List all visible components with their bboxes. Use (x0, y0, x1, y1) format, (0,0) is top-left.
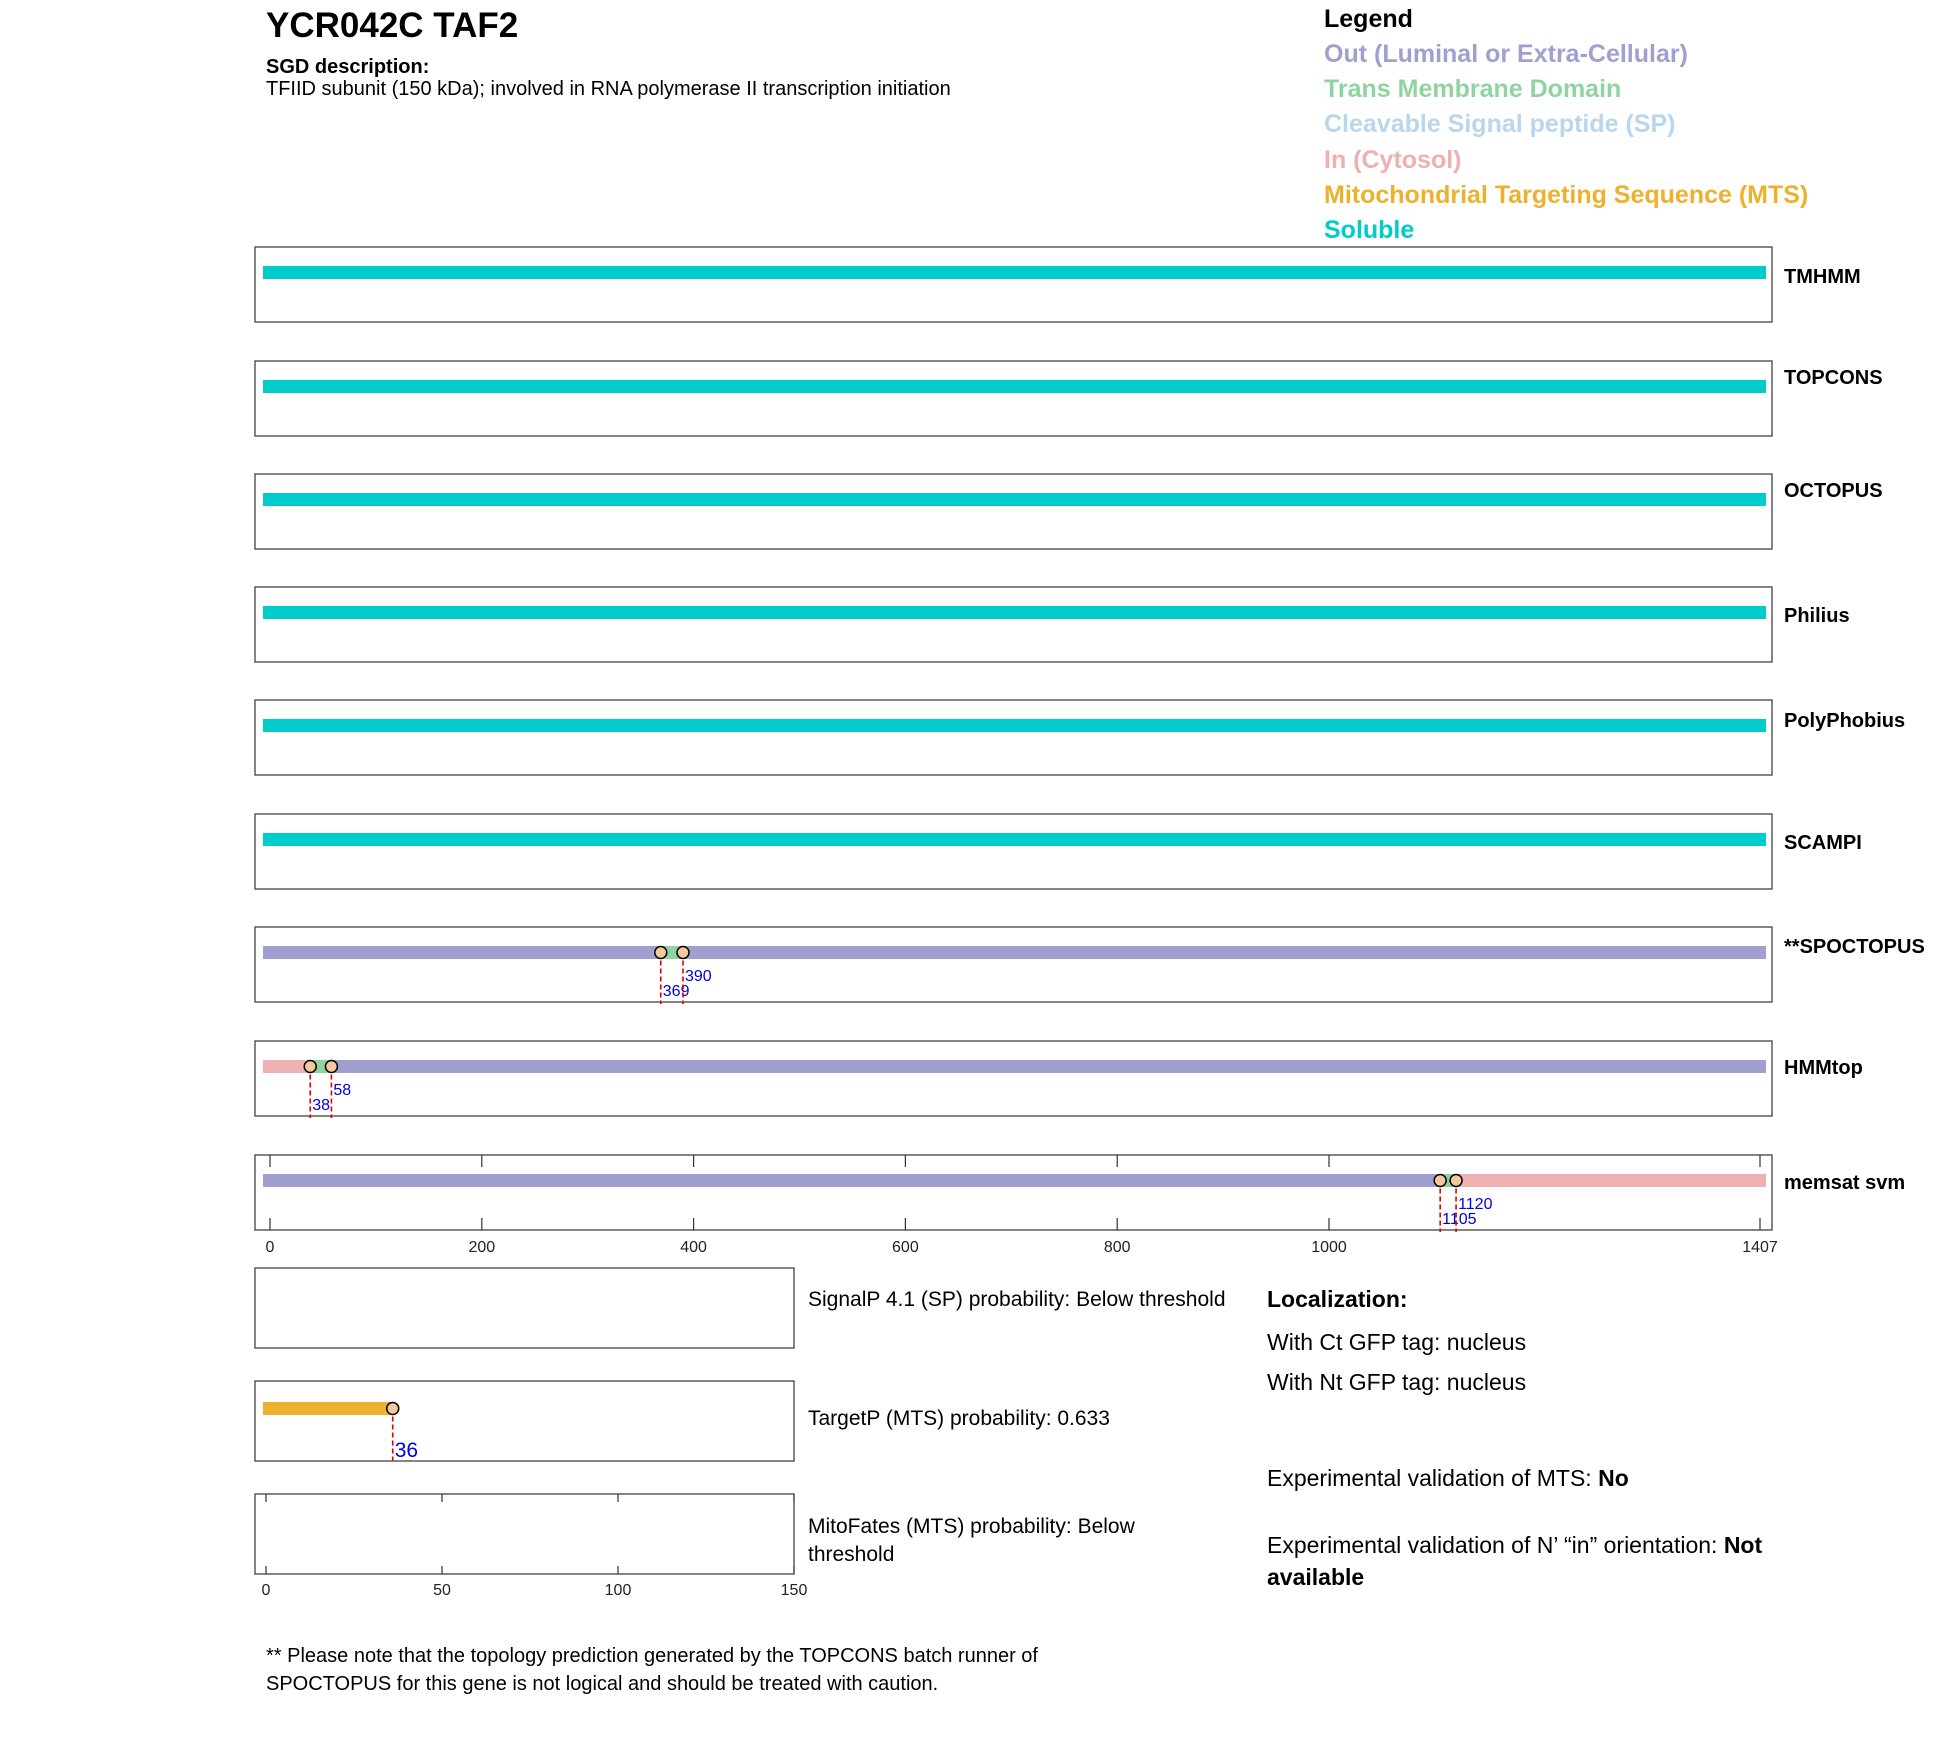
track-label-tmhmm: TMHMM (1784, 266, 1861, 288)
targetp-info: TargetP (MTS) probability: 0.633 (808, 1407, 1110, 1430)
track-segment-polyphobius-0 (263, 719, 1766, 732)
legend-item-tm: Trans Membrane Domain (1324, 75, 1622, 103)
small-tick-label-150: 150 (780, 1582, 808, 1599)
track-segment-octopus-0 (263, 493, 1766, 506)
boundary-marker-memsat-svm-1120 (1450, 1175, 1462, 1187)
boundary-marker-hmmtop-38 (304, 1061, 316, 1073)
legend-heading: Legend (1324, 5, 1413, 33)
legend-item-sp: Cleavable Signal peptide (SP) (1324, 110, 1676, 138)
track-label-hmmtop: HMMtop (1784, 1057, 1863, 1079)
track-label-scampi: SCAMPI (1784, 832, 1862, 854)
track-frame-spoctopus (255, 927, 1772, 1002)
mitofates-info-line2: threshold (808, 1543, 895, 1566)
small-tick-label-0: 0 (261, 1582, 271, 1599)
track-segment-memsat-svm-2 (1456, 1174, 1766, 1187)
tick-label-1407: 1407 (1742, 1239, 1778, 1256)
track-segment-philius-0 (263, 606, 1766, 619)
small-frame-mitofates (255, 1494, 794, 1574)
localization-ct: With Ct GFP tag: nucleus (1267, 1329, 1527, 1355)
footnote: ** Please note that the topology prediction generated by the TOPCONS batch runner of SPOCTOPUS for this gene is not logical and should be treated with caution. (266, 1645, 1038, 1695)
track-segment-tmhmm-0 (263, 266, 1766, 279)
small-boundary-label-targetp-36: 36 (394, 1439, 419, 1462)
track-frame-scampi (255, 814, 1772, 889)
n-in-validation-value: Not (1723, 1532, 1763, 1558)
mitofates-info-line1: MitoFates (MTS) probability: Below (808, 1515, 1135, 1538)
track-frame-tmhmm (255, 247, 1772, 322)
track-segment-hmmtop-2 (331, 1060, 1766, 1073)
track-segment-topcons-0 (263, 380, 1766, 393)
legend-item-in: In (Cytosol) (1324, 146, 1462, 174)
small-segment-targetp-0 (263, 1402, 393, 1415)
track-segment-spoctopus-2 (683, 946, 1766, 959)
track-segment-memsat-svm-0 (263, 1174, 1440, 1187)
tick-label-1000: 1000 (1311, 1239, 1347, 1256)
track-label-octopus: OCTOPUS (1784, 480, 1883, 502)
small-boundary-marker-targetp-36 (387, 1403, 399, 1415)
boundary-marker-spoctopus-369 (655, 947, 667, 959)
track-label-spoctopus: **SPOCTOPUS (1784, 936, 1925, 958)
boundary-label-hmmtop-58: 58 (333, 1082, 352, 1099)
track-label-philius: Philius (1784, 605, 1850, 627)
localization-nt: With Nt GFP tag: nucleus (1267, 1369, 1527, 1395)
mts-validation (1267, 1465, 1629, 1492)
tick-label-800: 800 (1103, 1239, 1131, 1256)
track-label-polyphobius: PolyPhobius (1784, 710, 1906, 732)
n-in-validation (1267, 1532, 1762, 1559)
small-tick-label-100: 100 (604, 1582, 632, 1599)
legend-item-out: Out (Luminal or Extra-Cellular) (1324, 40, 1688, 68)
tick-label-600: 600 (892, 1239, 919, 1256)
sgd-heading: SGD description: (266, 56, 430, 78)
track-frame-topcons (255, 361, 1772, 436)
track-frame-octopus (255, 474, 1772, 549)
track-segment-scampi-0 (263, 833, 1766, 846)
legend-item-soluble: Soluble (1324, 216, 1415, 244)
boundary-marker-hmmtop-58 (325, 1061, 337, 1073)
track-frame-memsat-svm (255, 1155, 1772, 1230)
track-frame-hmmtop (255, 1041, 1772, 1116)
boundary-label-spoctopus-369: 369 (662, 983, 690, 1000)
mts-validation-value: No (1598, 1465, 1629, 1491)
track-frame-philius (255, 587, 1772, 662)
boundary-marker-spoctopus-390 (677, 947, 689, 959)
page-title: YCR042C TAF2 (266, 6, 519, 45)
tick-label-400: 400 (680, 1239, 707, 1256)
boundary-marker-memsat-svm-1105 (1434, 1175, 1446, 1187)
track-segment-spoctopus-0 (263, 946, 661, 959)
tick-label-0: 0 (265, 1239, 275, 1256)
track-segment-hmmtop-0 (263, 1060, 310, 1073)
n-in-validation-value-2: available (1267, 1564, 1365, 1590)
signalp-info: SignalP 4.1 (SP) probability: Below threshold (808, 1288, 1226, 1311)
track-label-topcons: TOPCONS (1784, 367, 1883, 389)
small-tick-label-50: 50 (433, 1582, 451, 1599)
boundary-label-memsat-svm-1120: 1120 (1458, 1196, 1493, 1213)
track-frame-polyphobius (255, 700, 1772, 775)
track-label-memsat-svm: memsat svm (1784, 1172, 1906, 1194)
boundary-label-spoctopus-390: 390 (685, 968, 712, 985)
n-in-validation-label: Experimental validation of N’ “in” orientation: (1267, 1532, 1724, 1558)
small-frame-signalp (255, 1268, 794, 1348)
boundary-label-memsat-svm-1105: 1105 (1442, 1211, 1477, 1228)
sgd-description: TFIID subunit (150 kDa); involved in RNA polymerase II transcription initiation (266, 78, 951, 100)
localization-heading: Localization: (1267, 1286, 1408, 1312)
mts-validation-label: Experimental validation of MTS: (1267, 1465, 1599, 1491)
boundary-label-hmmtop-38: 38 (312, 1097, 331, 1114)
legend-item-mts: Mitochondrial Targeting Sequence (MTS) (1324, 181, 1809, 209)
small-frame-targetp (255, 1381, 794, 1461)
tick-label-200: 200 (468, 1239, 496, 1256)
